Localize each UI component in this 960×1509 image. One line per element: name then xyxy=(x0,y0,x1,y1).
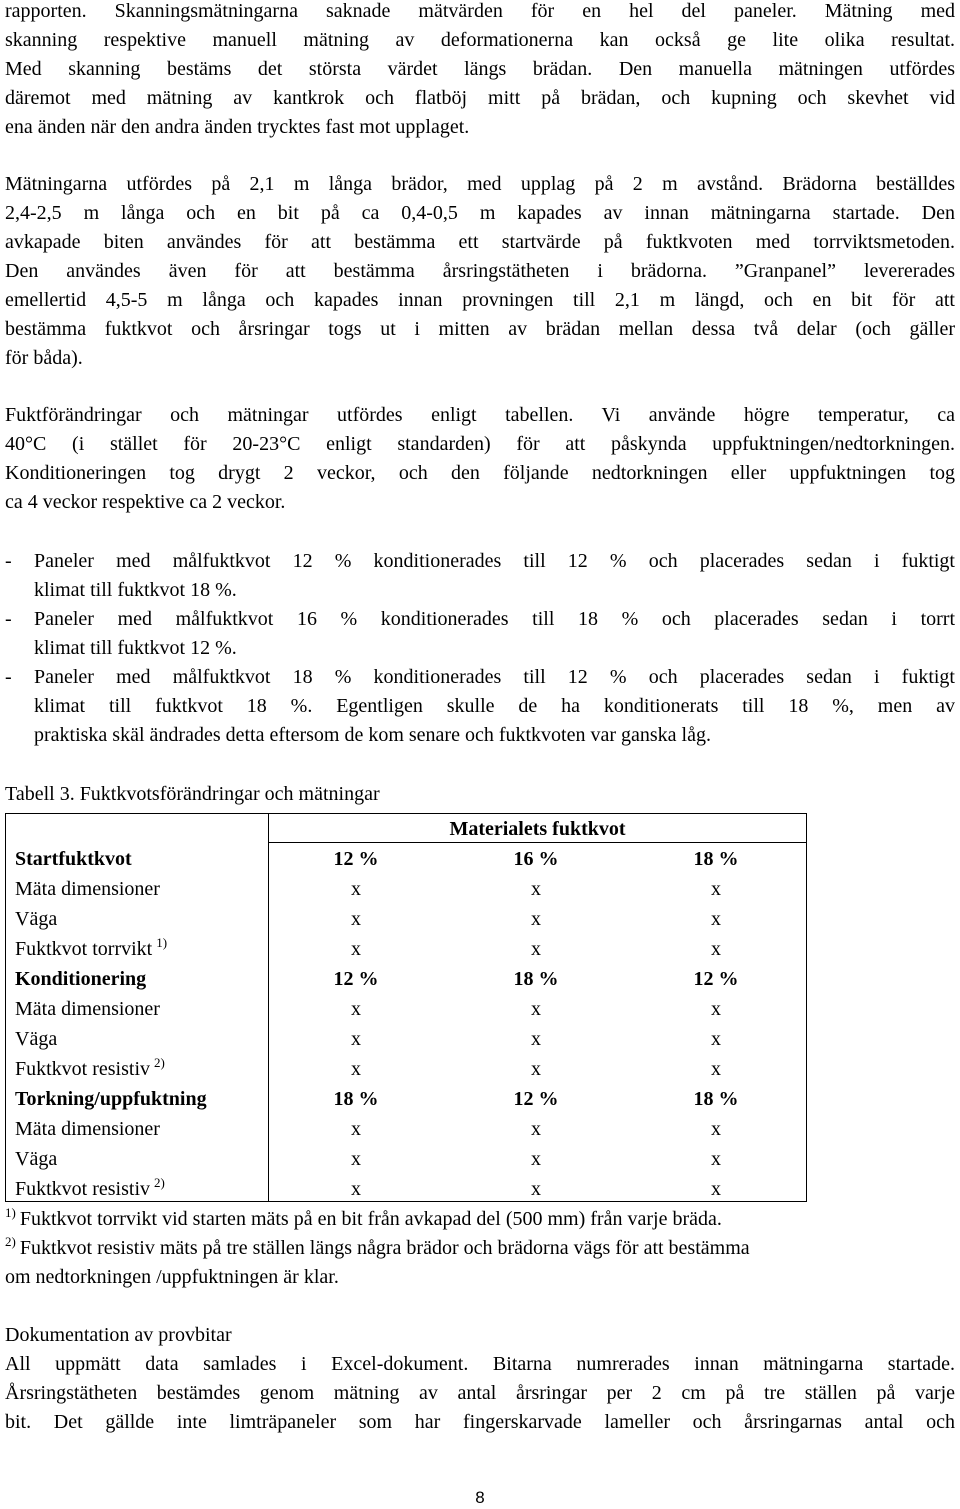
cell-value: x xyxy=(351,938,361,960)
table-caption: Tabell 3. Fuktkvotsförändringar och mätningar xyxy=(5,783,380,805)
bullet-line: klimat till fuktkvot 12 %. xyxy=(34,637,237,659)
cell-value: x xyxy=(711,1148,721,1170)
paragraph-1-line: skanning respektive manuell mätning av deformationerna kan också ge lite olika resultat. xyxy=(5,29,955,51)
paragraph-1-line: ena änden när den andra änden trycktes fast mot upplaget. xyxy=(5,116,470,138)
documentation-line: Årsringstätheten bestämdes genom mätning av antal årsringar per 2 cm på tre ställen på varje xyxy=(5,1382,955,1404)
cell-value: 12 % xyxy=(333,968,379,990)
paragraph-2-line: Mätningarna utfördes på 2,1 m långa brädor, med upplag på 2 m avstånd. Brädorna beställdes xyxy=(5,173,955,195)
footnote: $^{1)}$ Fuktkvot torrvikt vid starten mäts på en bit från avkapad del (500 mm) från varje bräda. xyxy=(5,1205,722,1230)
row-label: Startfuktkvot xyxy=(15,848,132,870)
paragraph-2-line: för båda). xyxy=(5,347,83,369)
cell-value: 12 % xyxy=(333,848,379,870)
cell-value: x xyxy=(531,1058,541,1080)
cell-value: x xyxy=(711,1028,721,1050)
paragraph-2-line: emellertid 4,5-5 m långa och kapades innan provningen till 2,1 m längd, och en bit för att xyxy=(5,289,955,311)
documentation-line: All uppmätt data samlades i Excel-dokument. Bitarna numrerades innan mätningarna startade. xyxy=(5,1353,955,1375)
paragraph-2-line: 2,4-2,5 m långa och en bit på ca 0,4-0,5 m kapades av innan mätningarna startade. Den xyxy=(5,202,955,224)
row-label: Fuktkvot resistiv $^{2)}$ xyxy=(15,1175,165,1200)
table-border-left xyxy=(5,813,6,1202)
footnote: $^{2)}$ Fuktkvot resistiv mäts på tre ställen längs några brädor och brädorna vägs för att bestämma xyxy=(5,1234,750,1259)
cell-value: x xyxy=(531,1028,541,1050)
row-label: Fuktkvot resistiv $^{2)}$ xyxy=(15,1055,165,1080)
footnote-marker: 1) xyxy=(156,935,168,950)
page-number: 8 xyxy=(475,1488,485,1507)
paragraph-3-line: Konditioneringen tog drygt 2 veckor, och den följande nedtorkningen eller uppfuktningen tog xyxy=(5,462,955,484)
cell-value: x xyxy=(351,998,361,1020)
cell-value: x xyxy=(531,1118,541,1140)
bullet-dash: - xyxy=(5,550,12,572)
bullet-dash: - xyxy=(5,608,12,630)
bullet-line: praktiska skäl ändrades detta eftersom de kom senare och fuktkvoten var ganska låg. xyxy=(34,724,711,746)
cell-value: x xyxy=(531,1148,541,1170)
bullet-line: Paneler med målfuktkvot 18 % konditionerades till 12 % och placerades sedan i fuktigt xyxy=(34,666,955,688)
table-header-underline xyxy=(268,842,807,843)
cell-value: x xyxy=(711,1058,721,1080)
row-label: Torkning/uppfuktning xyxy=(15,1088,207,1110)
cell-value: x xyxy=(351,1058,361,1080)
paragraph-2-line: bestämma fuktkvot och årsringar togs ut i mitten av brädan mellan dessa två delar (och gäller xyxy=(5,318,955,340)
table-border-right xyxy=(806,813,807,1202)
row-label: Mäta dimensioner xyxy=(15,998,160,1020)
cell-value: 16 % xyxy=(513,848,559,870)
cell-value: x xyxy=(711,1118,721,1140)
row-label: Väga xyxy=(15,1028,58,1050)
paragraph-2-line: Den användes även för att bestämma årsringstätheten i brädorna. ”Granpanel” levererades xyxy=(5,260,955,282)
paragraph-2-line: avkapade biten användes för att bestämma ett startvärde på fuktkvoten med torrviktsmetoden. xyxy=(5,231,955,253)
paragraph-3-line: ca 4 veckor respektive ca 2 veckor. xyxy=(5,491,286,513)
row-label: Mäta dimensioner xyxy=(15,1118,160,1140)
paragraph-3-line: 40°C (i stället för 20-23°C enligt standarden) för att påskynda uppfuktningen/nedtorkningen. xyxy=(5,433,955,455)
cell-value: x xyxy=(531,998,541,1020)
cell-value: 18 % xyxy=(693,1088,739,1110)
cell-value: x xyxy=(711,908,721,930)
row-label: Väga xyxy=(15,908,58,930)
paragraph-1-line: Med skanning bestäms det största värdet längs brädan. Den manuella mätningen utfördes xyxy=(5,58,955,80)
paragraph-1-line: rapporten. Skanningsmätningarna saknade mätvärden för en hel del paneler. Mätning med xyxy=(5,0,955,22)
cell-value: x xyxy=(531,908,541,930)
table-border-bottom xyxy=(5,1201,807,1202)
cell-value: x xyxy=(711,938,721,960)
paragraph-3-line: Fuktförändringar och mätningar utfördes enligt tabellen. Vi använde högre temperatur, ca xyxy=(5,404,955,426)
cell-value: x xyxy=(351,878,361,900)
cell-value: 12 % xyxy=(513,1088,559,1110)
cell-value: x xyxy=(711,878,721,900)
row-label: Väga xyxy=(15,1148,58,1170)
bullet-line: Paneler med målfuktkvot 16 % konditionerades till 18 % och placerades sedan i torrt xyxy=(34,608,955,630)
cell-value: x xyxy=(351,1028,361,1050)
footnote-marker: 2) xyxy=(154,1055,165,1070)
cell-value: x xyxy=(351,1148,361,1170)
footnote-continuation: om nedtorkningen /uppfuktningen är klar. xyxy=(5,1266,339,1288)
footnote-mark: 1) xyxy=(5,1205,16,1220)
cell-value: x xyxy=(531,938,541,960)
cell-value: x xyxy=(531,1178,541,1200)
cell-value: x xyxy=(351,1178,361,1200)
cell-value: x xyxy=(351,908,361,930)
row-label: Mäta dimensioner xyxy=(15,878,160,900)
row-label: Konditionering xyxy=(15,968,147,990)
bullet-dash: - xyxy=(5,666,12,688)
bullet-line: Paneler med målfuktkvot 12 % konditionerades till 12 % och placerades sedan i fuktigt xyxy=(34,550,955,572)
cell-value: 18 % xyxy=(693,848,739,870)
table-column-divider xyxy=(268,813,269,1202)
table-header-materialets-fuktkvot: Materialets fuktkvot xyxy=(449,818,626,840)
footnote-mark: 2) xyxy=(5,1234,16,1249)
cell-value: x xyxy=(711,1178,721,1200)
paragraph-1-line: däremot med mätning av kantkrok och flatböj mitt på brädan, och kupning och skevhet vid xyxy=(5,87,955,109)
bullet-line: klimat till fuktkvot 18 %. Egentligen skulle de ha konditionerats till 18 %, men av xyxy=(34,695,955,717)
cell-value: 18 % xyxy=(333,1088,379,1110)
cell-value: 12 % xyxy=(693,968,739,990)
cell-value: 18 % xyxy=(513,968,559,990)
section-heading: Dokumentation av provbitar xyxy=(5,1324,232,1346)
cell-value: x xyxy=(711,998,721,1020)
footnote-marker: 2) xyxy=(154,1175,165,1190)
cell-value: x xyxy=(351,1118,361,1140)
bullet-line: klimat till fuktkvot 18 %. xyxy=(34,579,237,601)
cell-value: x xyxy=(531,878,541,900)
row-label: Fuktkvot torrvikt $^{1)}$ xyxy=(15,935,168,960)
table-border-top xyxy=(5,813,807,814)
documentation-line: bit. Det gällde inte limträpaneler som har fingerskarvade lameller och årsringarnas antal och xyxy=(5,1411,955,1433)
